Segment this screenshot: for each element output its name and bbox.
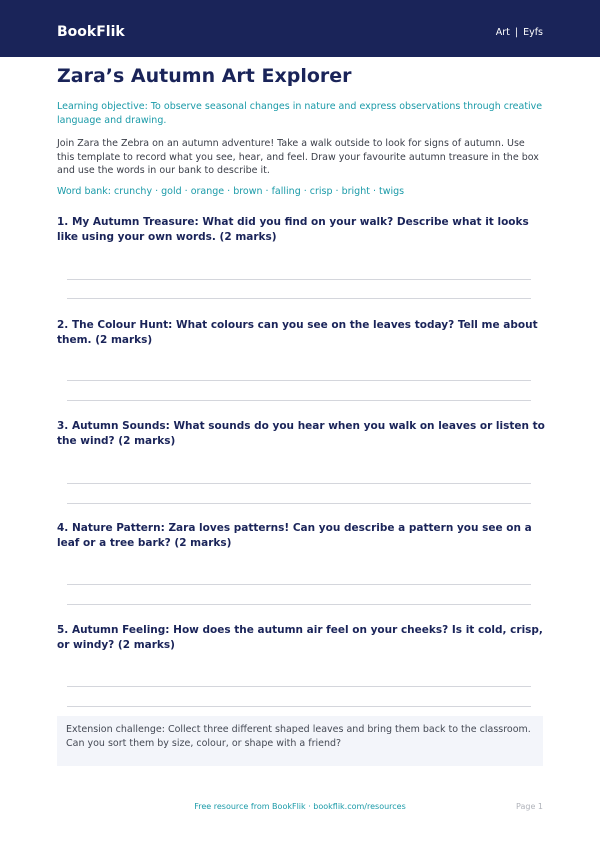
breadcrumb-separator: | xyxy=(514,27,519,38)
intro-text: Join Zara the Zebra on an autumn adventure! Take a walk outside to look for signs of autumn. Use this template to record what you see, hear, and feel. Draw your favourite autumn treasure in the box and use the words in our bank to describe it. xyxy=(57,138,539,176)
question-1: 1. My Autumn Treasure: What did you find on your walk? Describe what it looks like using your own words. (2 marks) xyxy=(57,216,529,243)
answer-line-2b[interactable] xyxy=(67,400,531,401)
answer-line-2a[interactable] xyxy=(67,380,531,381)
question-5: 5. Autumn Feeling: How does the autumn air feel on your cheeks? Is it cold, crisp, or windy? (2 marks) xyxy=(57,624,543,651)
header-bar xyxy=(0,0,600,57)
answer-line-1b[interactable] xyxy=(67,298,531,299)
breadcrumb-item-art[interactable]: Art xyxy=(495,27,510,38)
answer-line-3a[interactable] xyxy=(67,483,531,484)
answer-line-5a[interactable] xyxy=(67,686,531,687)
answer-line-5b[interactable] xyxy=(67,706,531,707)
word-bank: Word bank: crunchy · gold · orange · brown · falling · crisp · bright · twigs xyxy=(57,186,405,197)
answer-line-4b[interactable] xyxy=(67,604,531,605)
extension-challenge: Extension challenge: Collect three different shaped leaves and bring them back to the classroom. Can you sort them by size, colour, or shape with a friend? xyxy=(57,716,543,766)
answer-line-1a[interactable] xyxy=(67,279,531,280)
page-number: Page 1 xyxy=(516,802,543,811)
question-4: 4. Nature Pattern: Zara loves patterns! Can you describe a pattern you see on a leaf or a tree bark? (2 marks) xyxy=(57,522,532,549)
breadcrumb xyxy=(496,27,543,39)
learning-objective: Learning objective: To observe seasonal changes in nature and express observations through creative language and drawing. xyxy=(57,101,543,126)
question-3: 3. Autumn Sounds: What sounds do you hear when you walk on leaves or listen to the wind? (2 marks) xyxy=(57,420,545,447)
breadcrumb-item-eyfs[interactable]: Eyfs xyxy=(523,27,543,38)
question-2: 2. The Colour Hunt: What colours can you see on the leaves today? Tell me about them. (2 marks) xyxy=(57,319,538,346)
page-title: Zara’s Autumn Art Explorer xyxy=(57,65,352,87)
brand-logo[interactable]: BookFlik xyxy=(57,24,125,40)
footer-link[interactable]: Free resource from BookFlik · bookflik.com/resources xyxy=(194,802,406,811)
answer-line-4a[interactable] xyxy=(67,584,531,585)
answer-line-3b[interactable] xyxy=(67,503,531,504)
